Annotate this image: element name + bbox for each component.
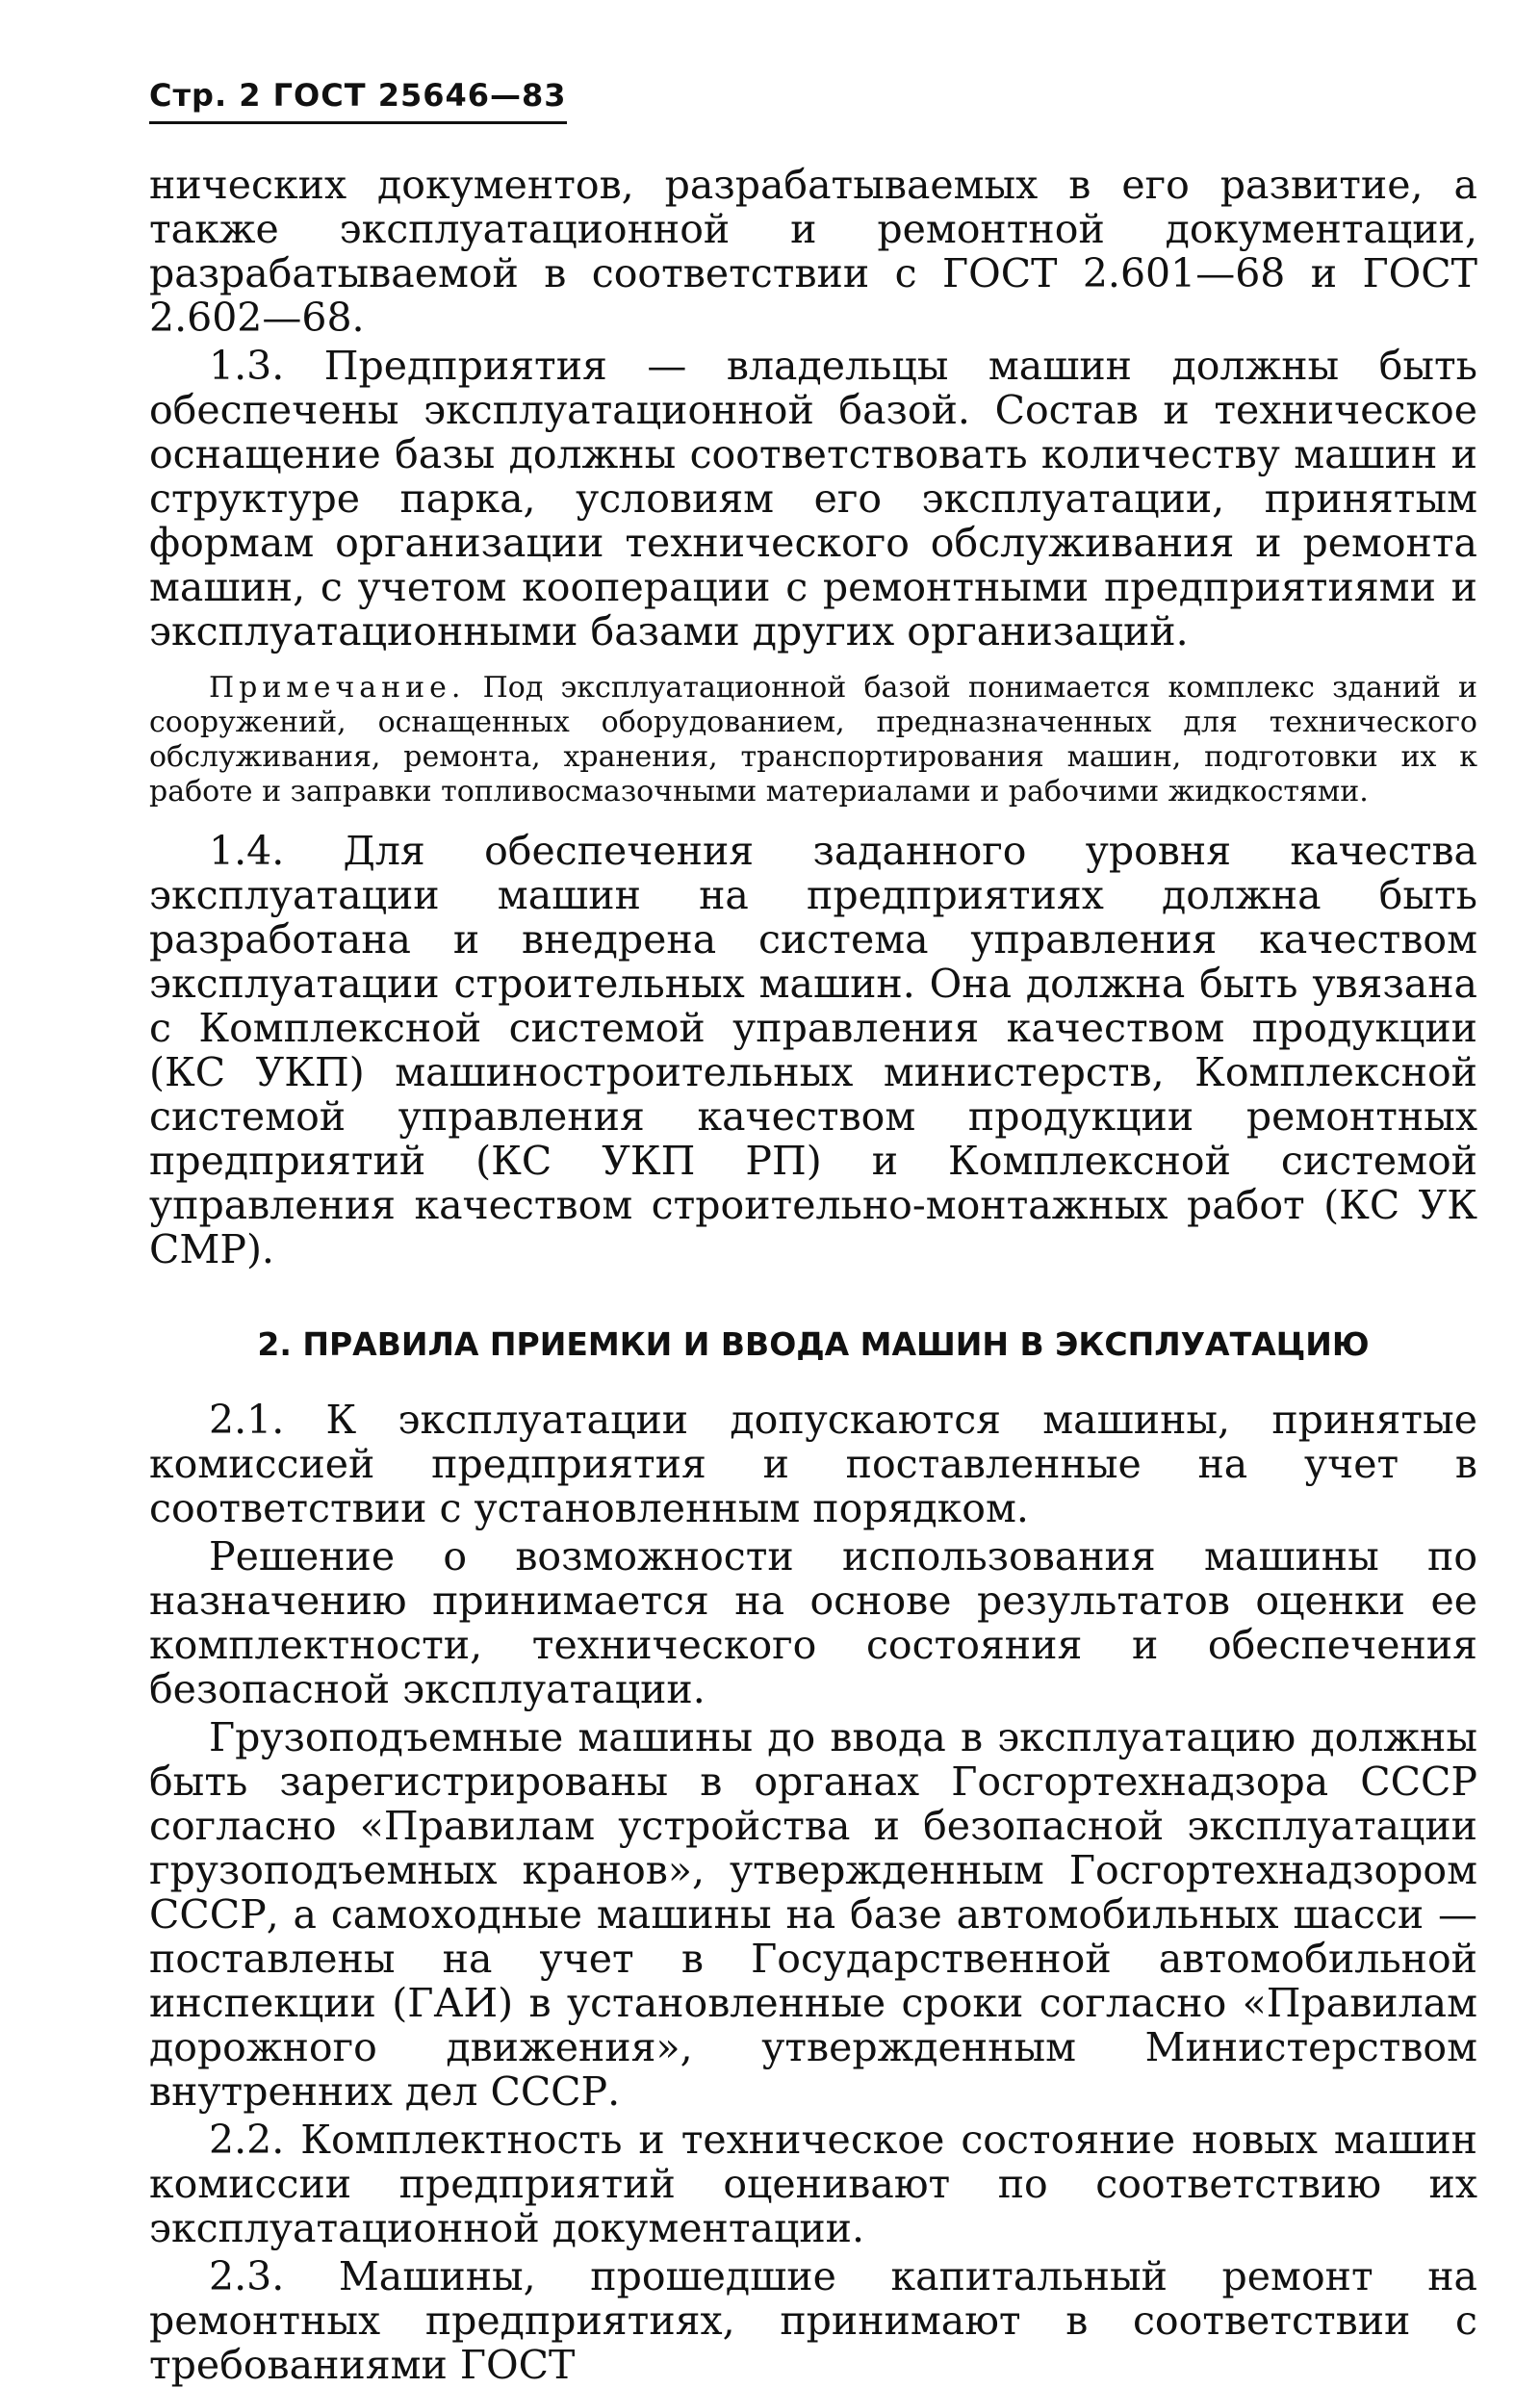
note-block: [149, 671, 1477, 809]
paragraph-continuation: нических документов, разрабатываемых в его развитие, а также эксплуатационной и ремонтной документации, разрабатываемой в соответствии с ГОСТ 2.601—68 и ГОСТ 2.602—68.: [149, 162, 1477, 341]
paragraph-1-4: 1.4. Для обеспечения заданного уровня качества эксплуатации машин на предприятиях должна быть разработана и внедрена система управления качеством эксплуатации строительных машин. Она должна быть увязана с Комплексной системой управления качеством продукции (КС УКП) машиностроительных министерств, Комплексной системой управления качеством продукции ремонтных предприятий (КС УКП РП) и Комплексной системой управления качеством строительно-монтажных работ (КС УК СМР).: [149, 828, 1477, 1272]
note-text: Под эксплуатационной базой понимается комплекс зданий и сооружений, оснащенных оборудованием, предназначенных для технического обслуживания, ремонта, хранения, транспортирования машин, подготовки их к работе и заправки топливосмазочными материалами и рабочими жидкостями.: [149, 671, 1477, 809]
paragraph-2-1: 2.1. К эксплуатации допускаются машины, принятые комиссией предприятия и поставленные на учет в соответствии с установленным порядком.: [149, 1397, 1477, 1531]
note-label: Примечание.: [209, 671, 466, 705]
section-2-title: 2. ПРАВИЛА ПРИЕМКИ И ВВОДА МАШИН В ЭКСПЛУАТАЦИЮ: [257, 1325, 1370, 1363]
paragraph-2-2: 2.2. Комплектность и техническое состояние новых машин комиссии предприятий оценивают по соответствию их эксплуатационной документации.: [149, 2117, 1477, 2251]
paragraph-decision: Решение о возможности использования машины по назначению принимается на основе результатов оценки ее комплектности, технического состояния и обеспечения безопасной эксплуатации.: [149, 1533, 1477, 1712]
running-header: Стр. 2 ГОСТ 25646—83: [149, 77, 567, 124]
paragraph-2-3: 2.3. Машины, прошедшие капитальный ремонт на ремонтных предприятиях, принимают в соответствии с требованиями ГОСТ: [149, 2253, 1477, 2388]
paragraph-1-3: 1.3. Предприятия — владельцы машин должны быть обеспечены эксплуатационной базой. Состав и техническое оснащение базы должны соответствовать количеству машин и структуре парка, условиям его эксплуатации, принятым формам организации технического обслуживания и ремонта машин, с учетом кооперации с ремонтными предприятиями и эксплуатационными базами других организаций.: [149, 343, 1477, 655]
paragraph-lifting-machines: Грузоподъемные машины до ввода в эксплуатацию должны быть зарегистрированы в органах Госгортехнадзора СССР согласно «Правилам устройства и безопасной эксплуатации грузоподъемных кранов», утвержденным Госгортехнадзором СССР, а самоходные машины на базе автомобильных шасси — поставлены на учет в Государственной автомобильной инспекции (ГАИ) в установленные сроки согласно «Правилам дорожного движения», утвержденным Министерством внутренних дел СССР.: [149, 1714, 1477, 2115]
document-page: [149, 77, 1477, 2387]
